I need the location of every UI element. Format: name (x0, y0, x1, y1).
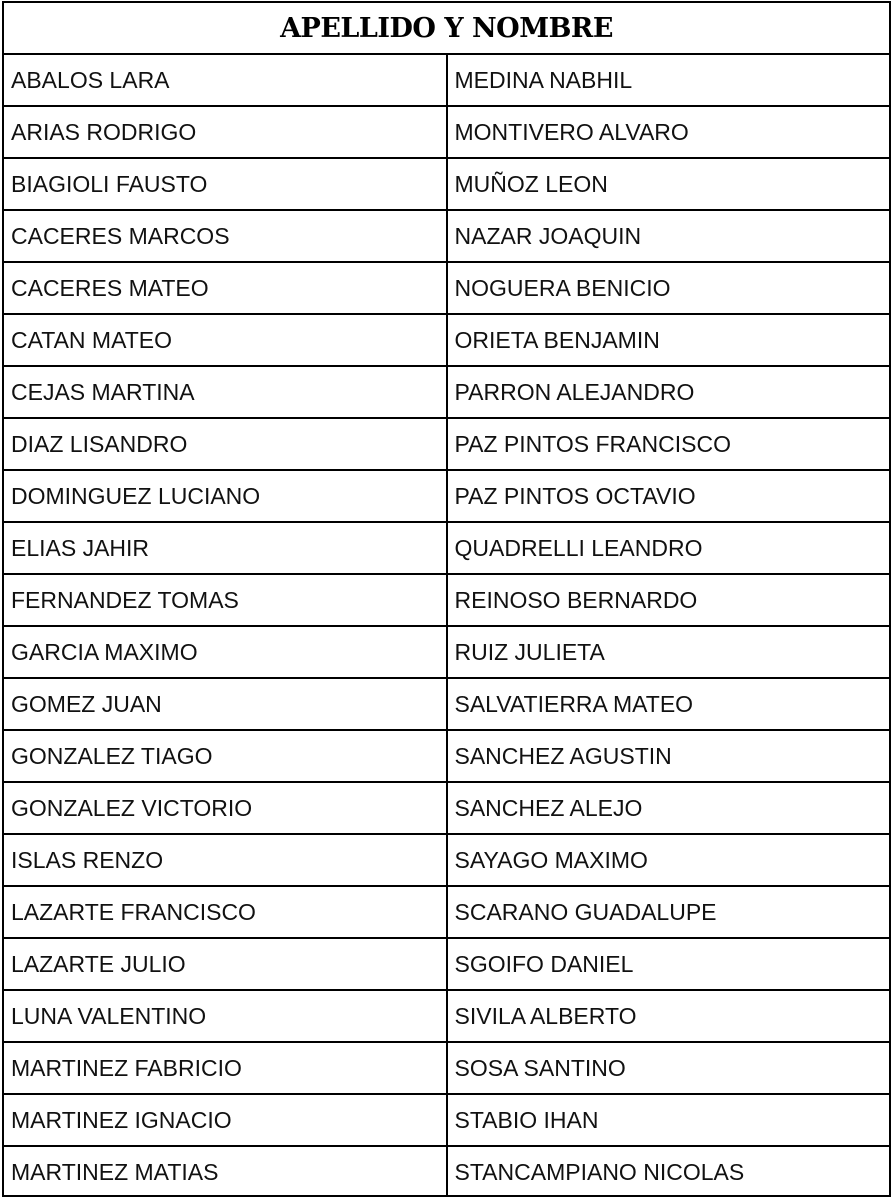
name-cell-right: SALVATIERRA MATEO (447, 678, 890, 730)
name-cell-right: PAZ PINTOS FRANCISCO (447, 418, 890, 470)
table-row (4, 938, 889, 990)
name-cell-right: SAYAGO MAXIMO (447, 834, 890, 886)
table-row (4, 418, 889, 470)
table-row (4, 990, 889, 1042)
header-row (4, 3, 889, 54)
table-row (4, 886, 889, 938)
name-cell-right: NAZAR JOAQUIN (447, 210, 890, 262)
name-cell-right: MEDINA NABHIL (454, 66, 633, 93)
name-cell-left: MARTINEZ IGNACIO (4, 1094, 447, 1146)
table-row (4, 106, 889, 158)
name-list-sheet (2, 1, 891, 1197)
name-cell-left: MARTINEZ MATIAS (4, 1146, 447, 1197)
name-cell-left: GONZALEZ TIAGO (4, 730, 447, 782)
name-cell-right: MONTIVERO ALVARO (447, 106, 890, 158)
table-row (4, 834, 889, 886)
table-title: APELLIDO Y NOMBRE (4, 3, 889, 54)
table-row (4, 522, 889, 574)
name-cell-left: CACERES MATEO (4, 262, 447, 314)
name-cell-right: REINOSO BERNARDO (447, 574, 890, 626)
name-cell-left: DOMINGUEZ LUCIANO (4, 470, 447, 522)
name-cell-left: CATAN MATEO (4, 314, 447, 366)
name-cell-left: MARTINEZ FABRICIO (4, 1042, 447, 1094)
name-cell-left: ELIAS JAHIR (4, 522, 447, 574)
name-cell-left: ISLAS RENZO (4, 834, 447, 886)
name-cell-right: PARRON ALEJANDRO (447, 366, 890, 418)
table-row (4, 158, 889, 210)
table-row (4, 210, 889, 262)
table-row (4, 366, 889, 418)
table-row (4, 470, 889, 522)
name-cell-right: STABIO IHAN (447, 1094, 890, 1146)
name-cell-left: LUNA VALENTINO (4, 990, 447, 1042)
name-cell-left: CEJAS MARTINA (4, 366, 447, 418)
table-row (4, 626, 889, 678)
name-cell-right: SCARANO GUADALUPE (447, 886, 890, 938)
table-row (4, 54, 889, 106)
name-cell-left: DIAZ LISANDRO (4, 418, 447, 470)
table-row (4, 782, 889, 834)
table-row (4, 262, 889, 314)
name-cell-right: SOSA SANTINO (447, 1042, 890, 1094)
name-cell-left: GARCIA MAXIMO (4, 626, 447, 678)
name-cell-right: PAZ PINTOS OCTAVIO (447, 470, 890, 522)
name-cell-right: ORIETA BENJAMIN (447, 314, 890, 366)
name-cell-right: SANCHEZ ALEJO (447, 782, 890, 834)
table-row (4, 1042, 889, 1094)
table-body (4, 54, 889, 1197)
table-row (4, 678, 889, 730)
name-cell-right: RUIZ JULIETA (447, 626, 890, 678)
table-row (4, 314, 889, 366)
name-cell-left: FERNANDEZ TOMAS (4, 574, 447, 626)
name-cell-left: ARIAS RODRIGO (4, 106, 447, 158)
table-row (4, 1146, 889, 1197)
table-row (4, 1094, 889, 1146)
name-cell-left: GOMEZ JUAN (4, 678, 447, 730)
name-cell-right: QUADRELLI LEANDRO (447, 522, 890, 574)
name-cell-right: SGOIFO DANIEL (447, 938, 890, 990)
name-cell-right: SANCHEZ AGUSTIN (447, 730, 890, 782)
name-cell-right: SIVILA ALBERTO (447, 990, 890, 1042)
name-cell-right: MUÑOZ LEON (447, 158, 890, 210)
name-cell-left: BIAGIOLI FAUSTO (4, 158, 447, 210)
name-cell-left: CACERES MARCOS (4, 210, 447, 262)
name-cell-right: STANCAMPIANO NICOLAS (447, 1146, 890, 1197)
name-cell-left: LAZARTE FRANCISCO (4, 886, 447, 938)
name-cell-left: GONZALEZ VICTORIO (4, 782, 447, 834)
table-row (4, 730, 889, 782)
name-table (4, 3, 889, 1197)
table-row (4, 574, 889, 626)
name-cell-left: LAZARTE JULIO (4, 938, 447, 990)
name-cell-right: NOGUERA BENICIO (447, 262, 890, 314)
name-cell-left: ABALOS LARA (4, 54, 447, 106)
